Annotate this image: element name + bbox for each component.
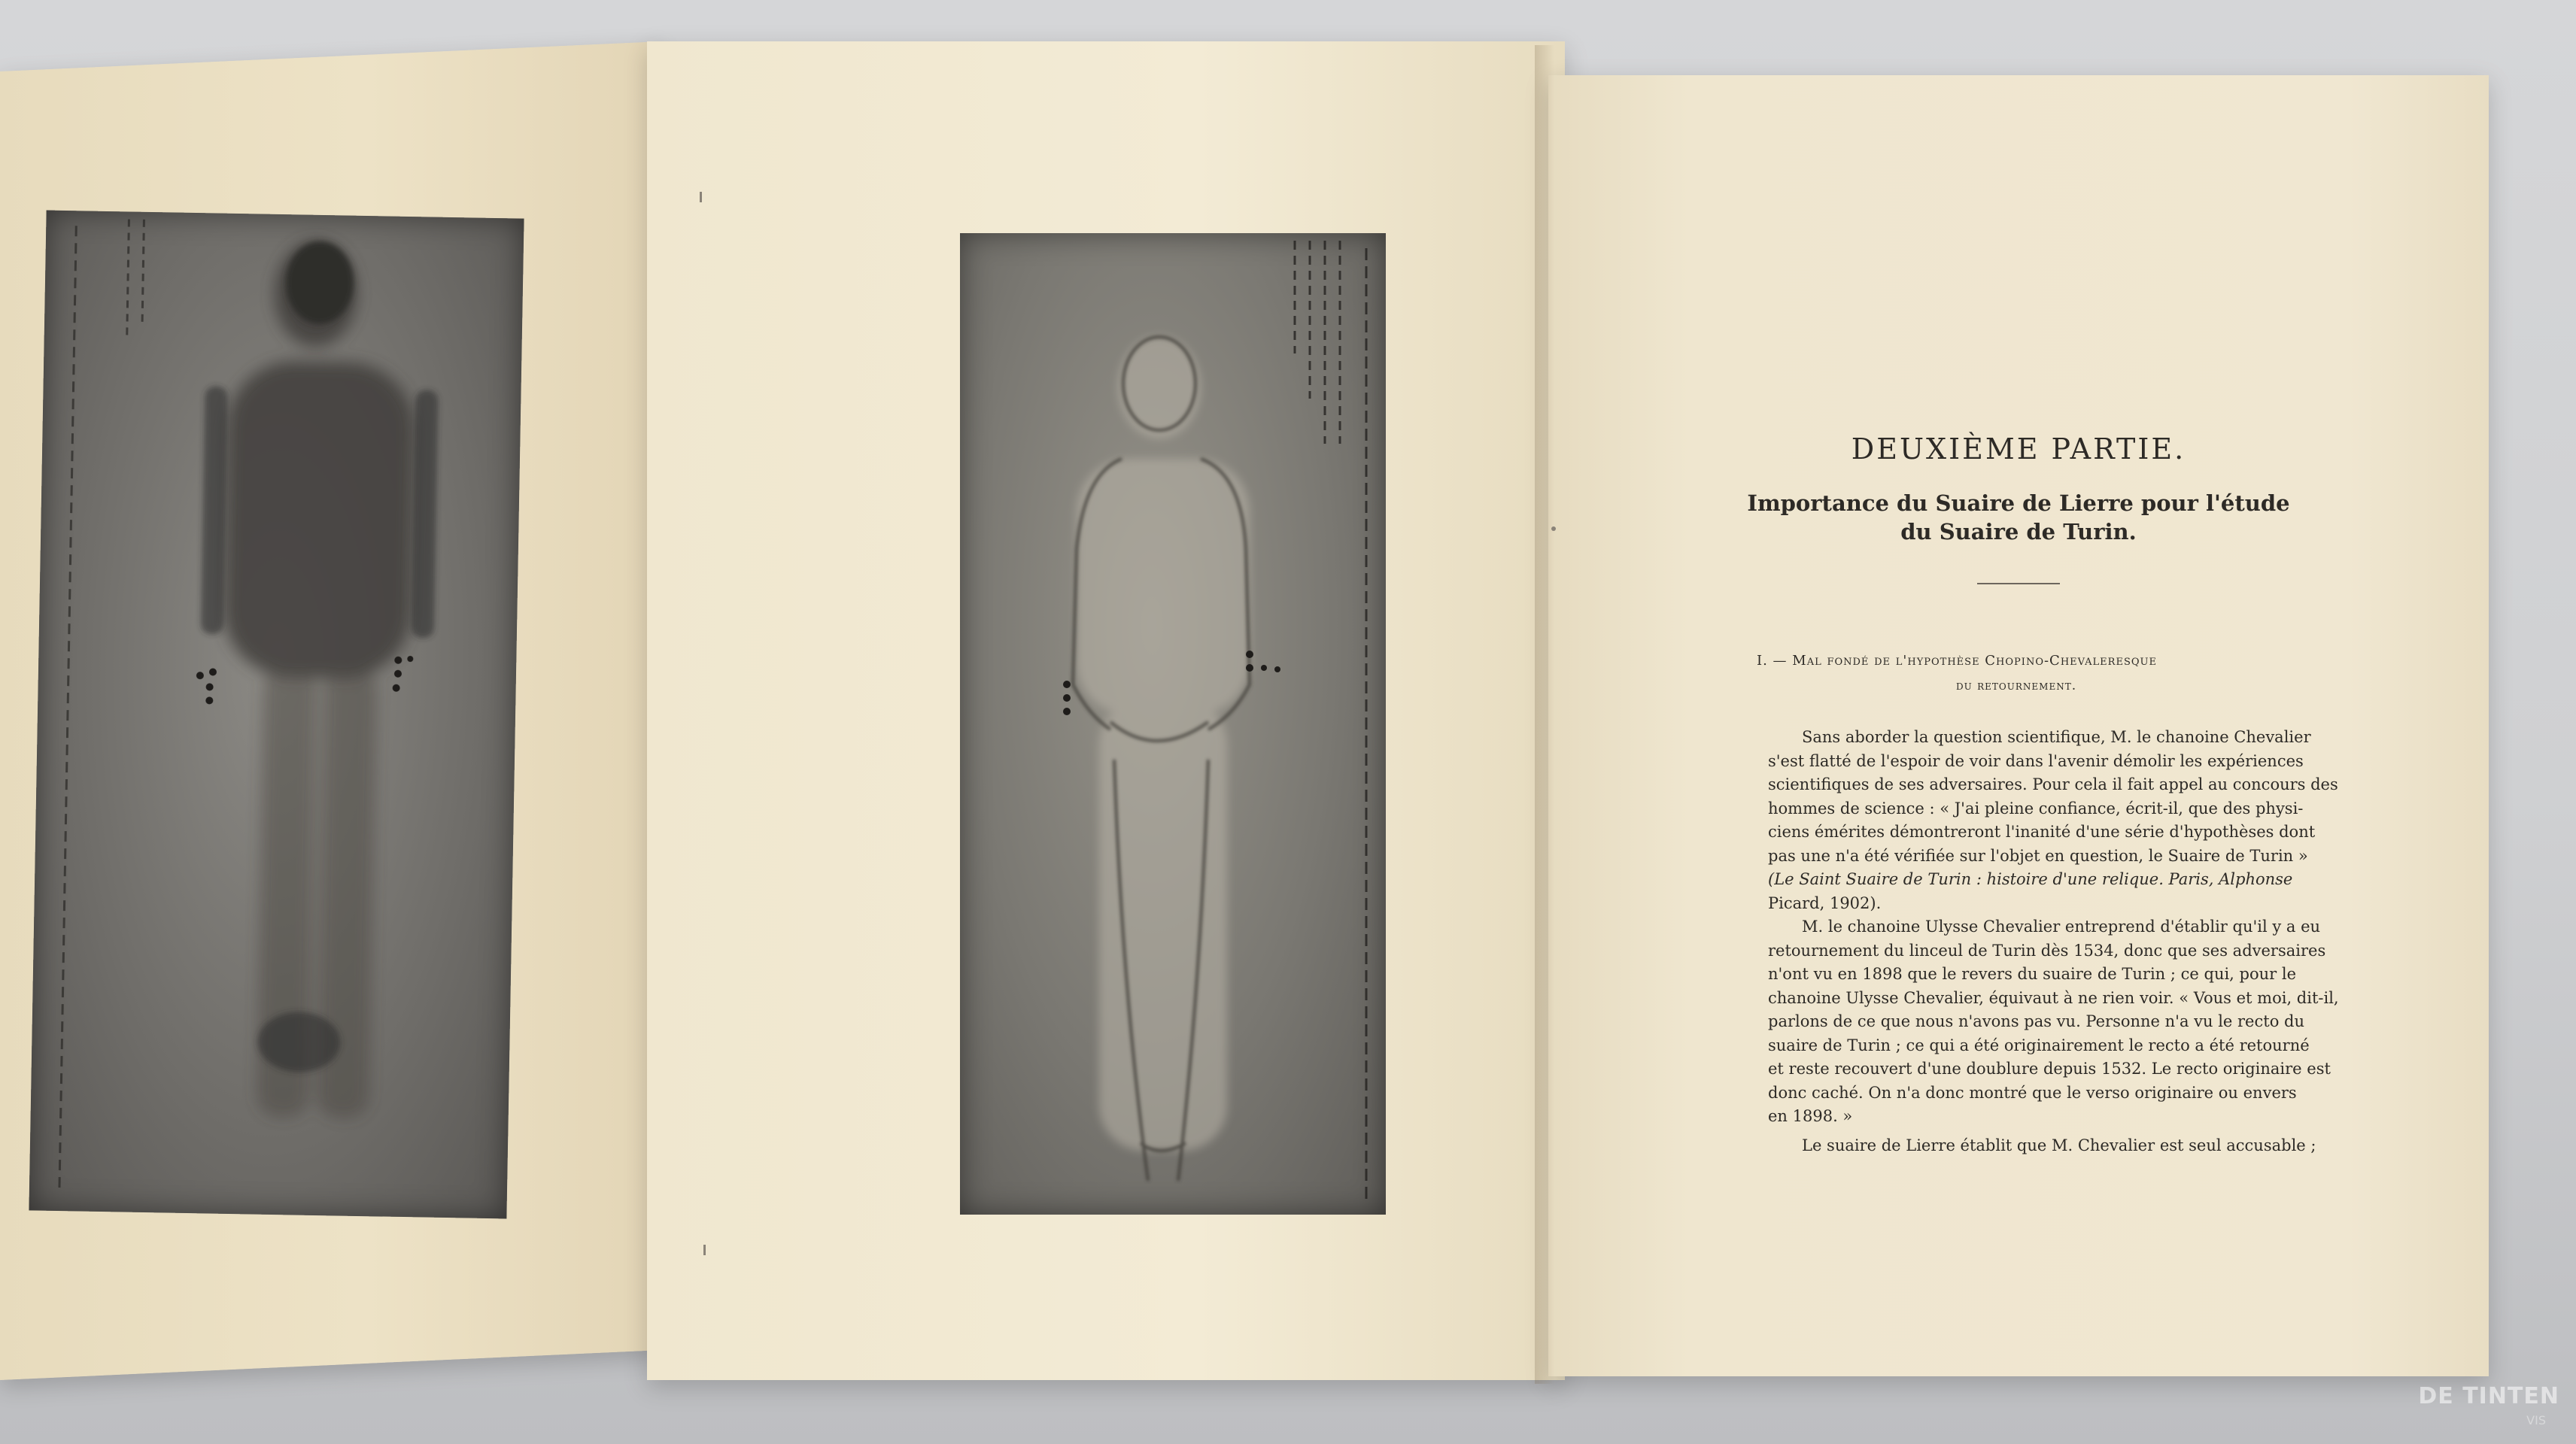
part-title: DEUXIÈME PARTIE. <box>1851 432 2186 466</box>
text-line: chanoine Ulysse Chevalier, équivaut à ne rien voir. « Vous et moi, dit-il, <box>1768 988 2339 1007</box>
title-divider <box>1977 583 2060 584</box>
text-line: scientifiques de ses adversaires. Pour cela il fait appel au concours des <box>1768 775 2338 793</box>
shroud-back-view-photo <box>29 211 524 1219</box>
text-line: s'est flatté de l'espoir de voir dans l'avenir démolir les expériences <box>1768 751 2304 770</box>
text-line: en 1898. » <box>1768 1107 1853 1125</box>
watermark-logo: DE TINTEN <box>2418 1383 2559 1409</box>
watermark-subtext: VIS <box>2526 1413 2546 1427</box>
body-paragraph-3 <box>1768 1134 2316 1158</box>
body-paragraph-2 <box>1768 915 2339 1129</box>
section-heading-line-1: I. — Mal fondé de l'hypothèse Chopino-Chevaleresque <box>1757 653 2157 669</box>
book-spine-shadow <box>1535 45 1554 1384</box>
chapter-subtitle-line-1: Importance du Suaire de Lierre pour l'étude <box>1747 490 2290 516</box>
shroud-front-figure-image <box>960 233 1386 1215</box>
text-line: suaire de Turin ; ce qui a été originairement le recto a été retourné <box>1768 1036 2310 1054</box>
section-heading-line-2: du retournement. <box>1956 678 2077 693</box>
shroud-front-view-photo <box>960 233 1386 1215</box>
body-paragraph-1 <box>1768 726 2338 915</box>
text-line: donc caché. On n'a donc montré que le verso originaire ou envers <box>1768 1083 2297 1102</box>
text-line: Sans aborder la question scientifique, M. le chanoine Chevalier <box>1802 728 2311 746</box>
text-line: retournement du linceul de Turin dès 1534, donc que ses adversaires <box>1768 941 2326 960</box>
text-line: hommes de science : « J'ai pleine confiance, écrit-il, que des physi- <box>1768 799 2304 818</box>
chapter-subtitle-line-2: du Suaire de Turin. <box>1900 519 2137 545</box>
page-mark <box>700 192 702 202</box>
text-line: et reste recouvert d'une doublure depuis 1532. Le recto originaire est <box>1768 1060 2331 1078</box>
text-line: parlons de ce que nous n'avons pas vu. Personne n'a vu le recto du <box>1768 1012 2304 1030</box>
text-line: Picard, 1902). <box>1768 893 1882 912</box>
text-line: pas une n'a été vérifiée sur l'objet en question, le Suaire de Turin » <box>1768 846 2308 865</box>
text-line: M. le chanoine Ulysse Chevalier entreprend d'établir qu'il y a eu <box>1802 918 2321 936</box>
text-line: (Le Saint Suaire de Turin : histoire d'une relique. Paris, Alphonse <box>1768 870 2293 888</box>
text-line: n'ont vu en 1898 que le revers du suaire de Turin ; ce qui, pour le <box>1768 965 2297 983</box>
text-line: Le suaire de Lierre établit que M. Chevalier est seul accusable ; <box>1802 1136 2316 1154</box>
shroud-back-figure-image <box>29 211 524 1219</box>
page-mark <box>703 1245 706 1255</box>
text-line: ciens émérites démontreront l'inanité d'une série d'hypothèses dont <box>1768 823 2316 841</box>
